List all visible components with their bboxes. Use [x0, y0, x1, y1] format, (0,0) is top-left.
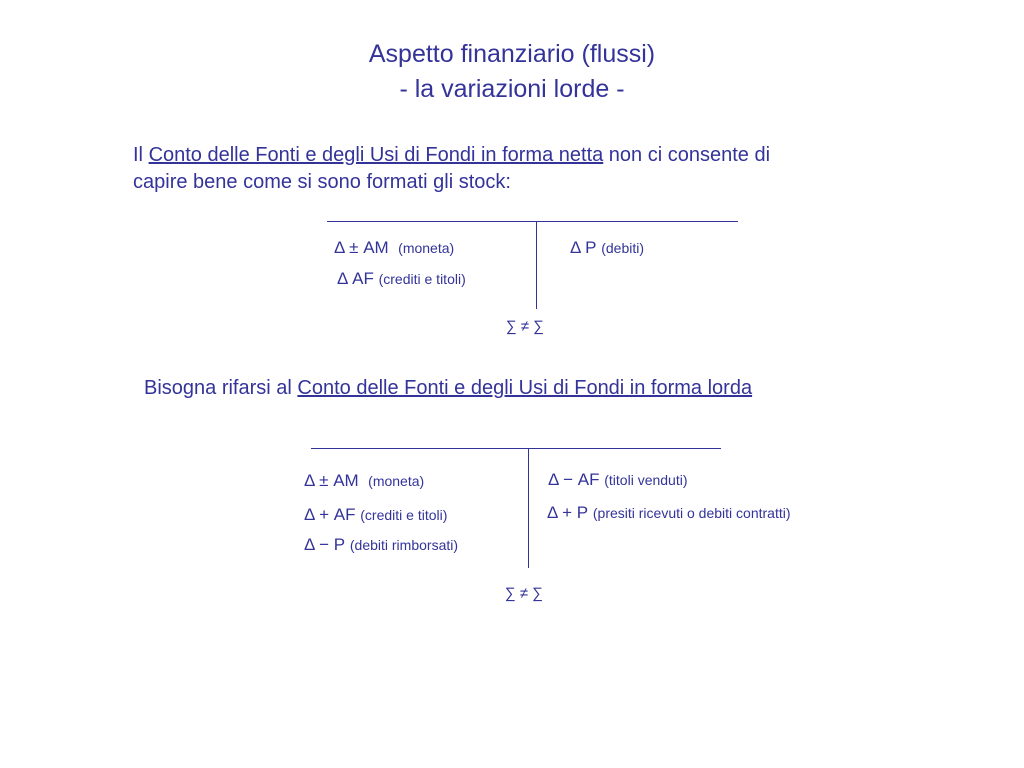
entry-note: (debiti rimborsati)	[349, 537, 459, 553]
entry-note: (crediti e titoli)	[360, 507, 448, 523]
slide-title-line-2: - la variazioni lorde -	[399, 75, 625, 103]
account-gross-left-row	[304, 505, 447, 525]
account-gross-summary: ∑ ≠ ∑	[505, 585, 543, 602]
entry-term: Δ − AF	[548, 470, 600, 489]
intro-prefix: Il	[133, 144, 149, 166]
intro-line-1	[133, 141, 770, 169]
account-net-divider	[536, 221, 537, 309]
entry-term: Δ − P	[304, 535, 346, 554]
account-gross-top-rule	[311, 448, 721, 449]
account-net-left-row	[337, 269, 466, 289]
second-link-gross[interactable]: Conto delle Fonti e degli Usi di Fondi in forma lorda	[297, 377, 753, 399]
account-gross-divider	[528, 448, 529, 568]
entry-term: Δ AF	[337, 269, 374, 288]
entry-note: (crediti e titoli)	[378, 271, 466, 287]
slide-title-line-1: Aspetto finanziario (flussi)	[368, 40, 656, 68]
entry-note: (debiti)	[601, 240, 645, 256]
intro-link-net[interactable]: Conto delle Fonti e degli Usi di Fondi in forma netta	[148, 144, 604, 166]
account-gross-right-row	[548, 470, 688, 490]
entry-note: (moneta)	[398, 240, 455, 256]
second-prefix: Bisogna rifarsi al	[144, 377, 298, 399]
account-net-top-rule	[327, 221, 738, 222]
entry-note: (moneta)	[368, 473, 425, 489]
entry-note: (presiti ricevuti o debiti contratti)	[592, 505, 791, 521]
entry-term: Δ ± AM	[304, 471, 359, 490]
entry-term: Δ + AF	[304, 505, 356, 524]
entry-term: Δ P	[570, 238, 597, 257]
account-gross-left-row	[304, 471, 424, 491]
account-gross-left-row	[304, 535, 458, 555]
second-line	[144, 374, 752, 402]
entry-term: Δ ± AM	[334, 238, 389, 257]
entry-note: (titoli venduti)	[604, 472, 688, 488]
account-net-summary: ∑ ≠ ∑	[506, 318, 544, 335]
intro-line-2: capire bene come si sono formati gli stock:	[133, 171, 511, 193]
account-net-right-row	[570, 238, 644, 258]
account-gross-right-row	[547, 503, 791, 523]
entry-term: Δ + P	[547, 503, 589, 522]
account-net-left-row	[334, 238, 454, 258]
intro-suffix: non ci consente di	[603, 144, 771, 166]
